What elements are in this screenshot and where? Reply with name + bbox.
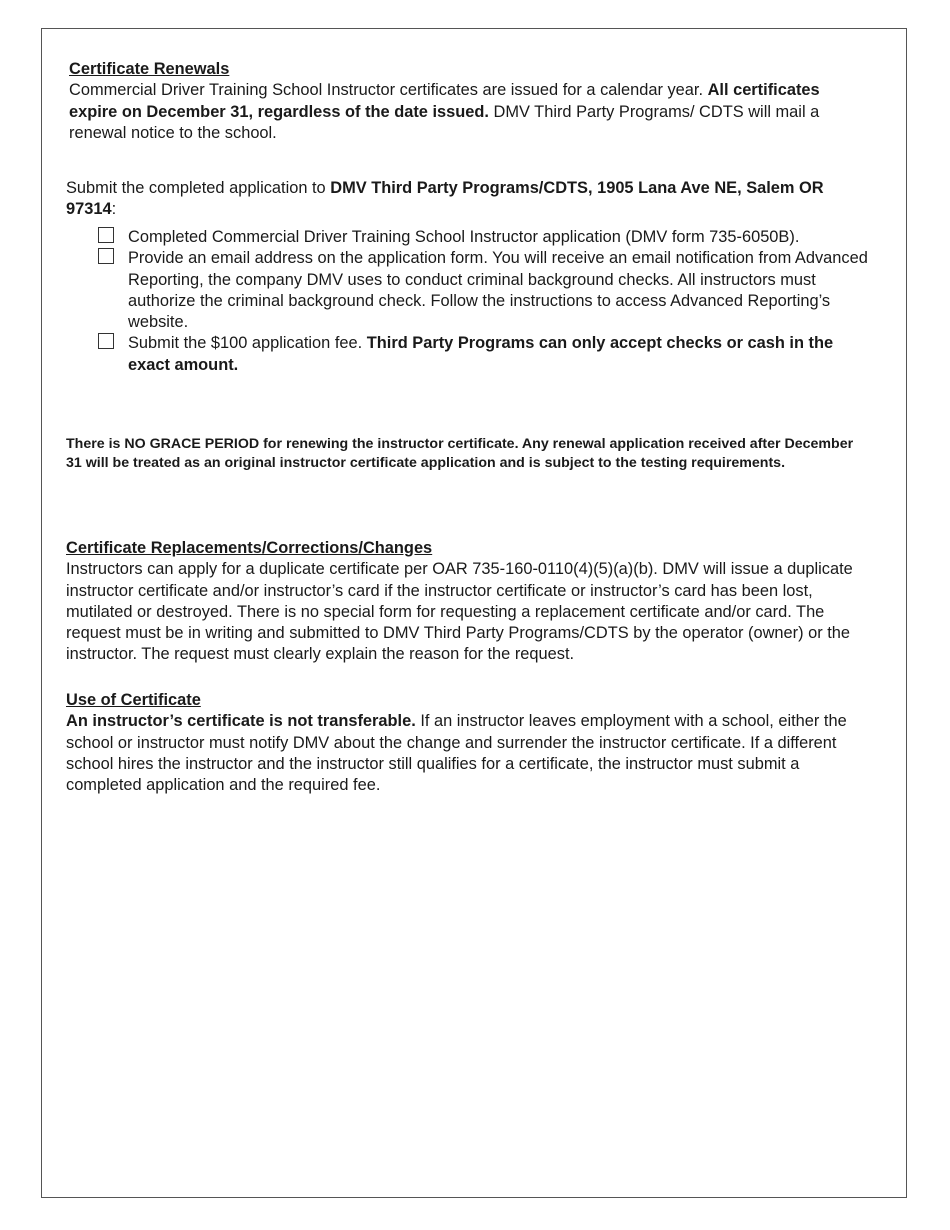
checklist-item-email: [98, 248, 873, 333]
checkbox[interactable]: [98, 248, 114, 264]
checklist-item-text: [128, 333, 873, 376]
submit-text-intro: Submit the completed application to: [66, 179, 331, 197]
checklist-item-text: Completed Commercial Driver Training School Instructor application (DMV form 735-6050B).: [128, 228, 800, 246]
checklist-item-fee: [98, 333, 873, 376]
checklist-item-application-form: [98, 227, 873, 248]
renewals-text-notice: DMV Third Party Programs/ CDTS will mail a renewal notice to the school.: [69, 102, 820, 142]
certificate-renewals-heading: Certificate Renewals: [69, 60, 230, 78]
application-checklist: [98, 227, 873, 376]
grace-period-notice: There is NO GRACE PERIOD for renewing the instructor certificate. Any renewal application received after December 31 will be treated as an original instructor certificate application and is subject to the testing requirements.: [66, 436, 854, 471]
fee-payment-notice: Third Party Programs can only accept checks or cash in the exact amount.: [128, 334, 834, 374]
certificate-replacements-heading: Certificate Replacements/Corrections/Changes: [66, 539, 433, 557]
replacements-text: Instructors can apply for a duplicate certificate per OAR 735-160-0110(4)(5)(a)(b). DMV will issue a duplicate instructor certificate and/or instructor’s card if the instructor certificate or instructor’s card has been lost, mutilated or destroyed. There is no special form for requesting a replacement certificate and/or card. The request must be in writing and submitted to DMV Third Party Programs/CDTS by the operator (owner) or the instructor. The request must clearly explain the reason for the request.: [66, 560, 853, 664]
renewals-text-intro: Commercial Driver Training School Instructor certificates are issued for a calendar year.: [69, 81, 708, 100]
fee-text: Submit the $100 application fee.: [128, 334, 367, 353]
submit-instructions: [66, 178, 871, 221]
submit-address: DMV Third Party Programs/CDTS, 1905 Lana Ave NE, Salem OR 97314: [66, 179, 824, 219]
checkbox[interactable]: [98, 333, 114, 349]
use-of-certificate-heading: Use of Certificate: [66, 691, 201, 709]
checkbox[interactable]: [98, 227, 114, 243]
checklist-item-text: Provide an email address on the application form. You will receive an email notification from Advanced Reporting, the company DMV uses to conduct criminal background checks. All instructors must authorize the criminal background check. Follow the instructions to access Advanced Reporting’s website.: [128, 249, 868, 332]
certificate-renewals-section: [69, 59, 869, 144]
use-of-certificate-section: [66, 690, 876, 796]
use-text: If an instructor leaves employment with a school, either the school or instructor must notify DMV about the change and surrender the instructor certificate. If a different school hires the instructor and the instructor still qualifies for a certificate, the instructor must submit a completed application and the required fee.: [66, 712, 847, 795]
renewals-expiry-notice: All certificates expire on December 31, regardless of the date issued.: [69, 81, 820, 121]
certificate-replacements-section: [66, 538, 881, 666]
submit-text-colon: :: [111, 200, 117, 219]
use-not-transferable: An instructor’s certificate is not transferable.: [66, 712, 416, 731]
